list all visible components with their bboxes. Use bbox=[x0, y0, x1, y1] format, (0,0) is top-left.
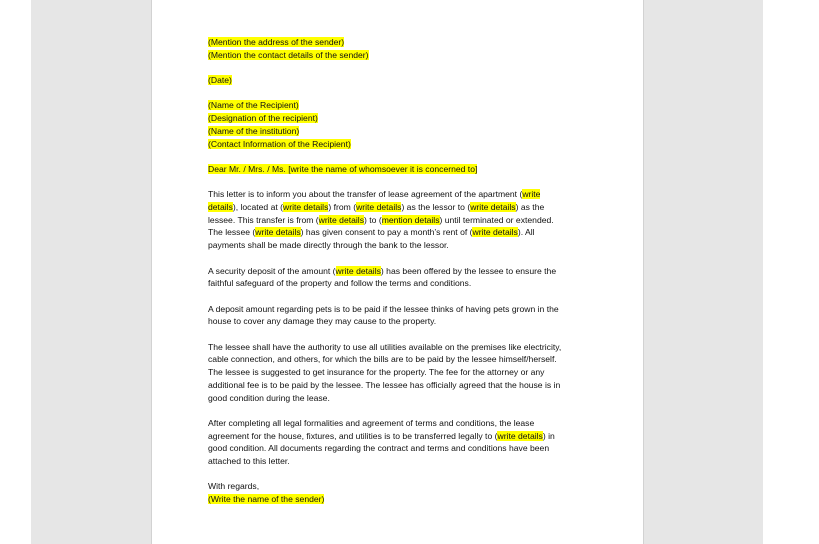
text-run: ) as the bbox=[515, 202, 545, 213]
text-run: ) has been offered by the lessee to ensure the bbox=[380, 265, 557, 276]
date-block bbox=[208, 74, 580, 87]
recipient-name: (Name of the Recipient) bbox=[208, 100, 299, 111]
closing: With regards, bbox=[208, 481, 260, 492]
recipient-contact: (Contact Information of the Recipient) bbox=[208, 138, 351, 149]
text-run: ). All bbox=[517, 227, 535, 238]
recipient-block bbox=[208, 99, 580, 150]
institution-name: (Name of the institution) bbox=[208, 125, 300, 136]
text-run: ), located at ( bbox=[232, 202, 283, 213]
paragraph-pet-deposit bbox=[208, 303, 580, 328]
recipient-designation: (Designation of the recipient) bbox=[208, 113, 318, 124]
text-run: ) until terminated or extended. bbox=[439, 214, 554, 225]
placeholder-write-details-part: details bbox=[208, 202, 233, 213]
text-run: lessee. This transfer is from ( bbox=[208, 214, 319, 225]
text-run: cable connection, and others, for which the bills are to be paid by the lessee himself/herself. bbox=[208, 354, 557, 365]
text-run: good condition during the lease. bbox=[208, 392, 330, 403]
text-run: ) as the lessor to ( bbox=[401, 202, 471, 213]
placeholder-write-details: write details bbox=[472, 227, 518, 238]
salutation-block bbox=[208, 163, 580, 176]
text-run: ) to ( bbox=[364, 214, 382, 225]
date-placeholder: (Date) bbox=[208, 75, 232, 86]
placeholder-mention-details: mention details bbox=[381, 214, 440, 225]
text-run: ) in bbox=[542, 430, 555, 441]
text-run: A security deposit of the amount ( bbox=[208, 265, 336, 276]
salutation: Dear Mr. / Mrs. / Ms. [write the name of whomsoever it is concerned to] bbox=[208, 163, 478, 174]
paragraph-transfer-completion bbox=[208, 417, 580, 468]
text-run: ) has given consent to pay a month’s rent of ( bbox=[300, 227, 473, 238]
text-run: attached to this letter. bbox=[208, 456, 290, 467]
sender-contact: (Mention the contact details of the sender) bbox=[208, 49, 369, 60]
sender-block bbox=[208, 36, 580, 61]
placeholder-write-details: write details bbox=[497, 430, 543, 441]
paragraph-lease-transfer bbox=[208, 188, 580, 252]
text-run: After completing all legal formalities and agreement of terms and conditions, the lease bbox=[208, 417, 535, 428]
placeholder-write-details: write details bbox=[356, 202, 402, 213]
text-run: agreement for the house, fixtures, and utilities is to be transferred legally to ( bbox=[208, 430, 498, 441]
placeholder-write-details: write details bbox=[470, 202, 516, 213]
closing-block bbox=[208, 480, 580, 505]
letter-body bbox=[208, 36, 580, 519]
placeholder-write-details: write details bbox=[335, 265, 381, 276]
text-run: ) from ( bbox=[328, 202, 357, 213]
paragraph-utilities bbox=[208, 341, 580, 405]
sender-address: (Mention the address of the sender) bbox=[208, 37, 345, 47]
text-run: The lessee is suggested to get insurance for the property. The fee for the attorney or any bbox=[208, 367, 545, 378]
paragraph-security-deposit bbox=[208, 265, 580, 290]
signature-placeholder: (Write the name of the sender) bbox=[208, 494, 325, 505]
text-run: The lessee ( bbox=[208, 227, 256, 238]
text-run: This letter is to inform you about the transfer of lease agreement of the apartment ( bbox=[208, 189, 523, 200]
text-run: additional fee is to be paid by the lessee. The lessee has officially agreed that the house is in bbox=[208, 379, 561, 390]
text-run: good condition. All documents regarding the contract and terms and conditions have been bbox=[208, 443, 550, 454]
text-run: payments shall be made directly through the bank to the lessor. bbox=[208, 240, 449, 251]
placeholder-write-details: write details bbox=[318, 214, 365, 225]
placeholder-write-details: write details bbox=[283, 202, 329, 213]
text-run: A deposit amount regarding pets is to be paid if the lessee thinks of having pets grown in the bbox=[208, 303, 559, 314]
placeholder-write-details: write details bbox=[255, 227, 301, 238]
text-run: faithful safeguard of the property and follow the terms and conditions. bbox=[208, 278, 472, 289]
text-run: The lessee shall have the authority to use all utilities available on the premises like electricity, bbox=[208, 341, 562, 352]
text-run: house to cover any damage they may cause to the property. bbox=[208, 316, 437, 327]
placeholder-write-details-part: write bbox=[522, 189, 541, 200]
